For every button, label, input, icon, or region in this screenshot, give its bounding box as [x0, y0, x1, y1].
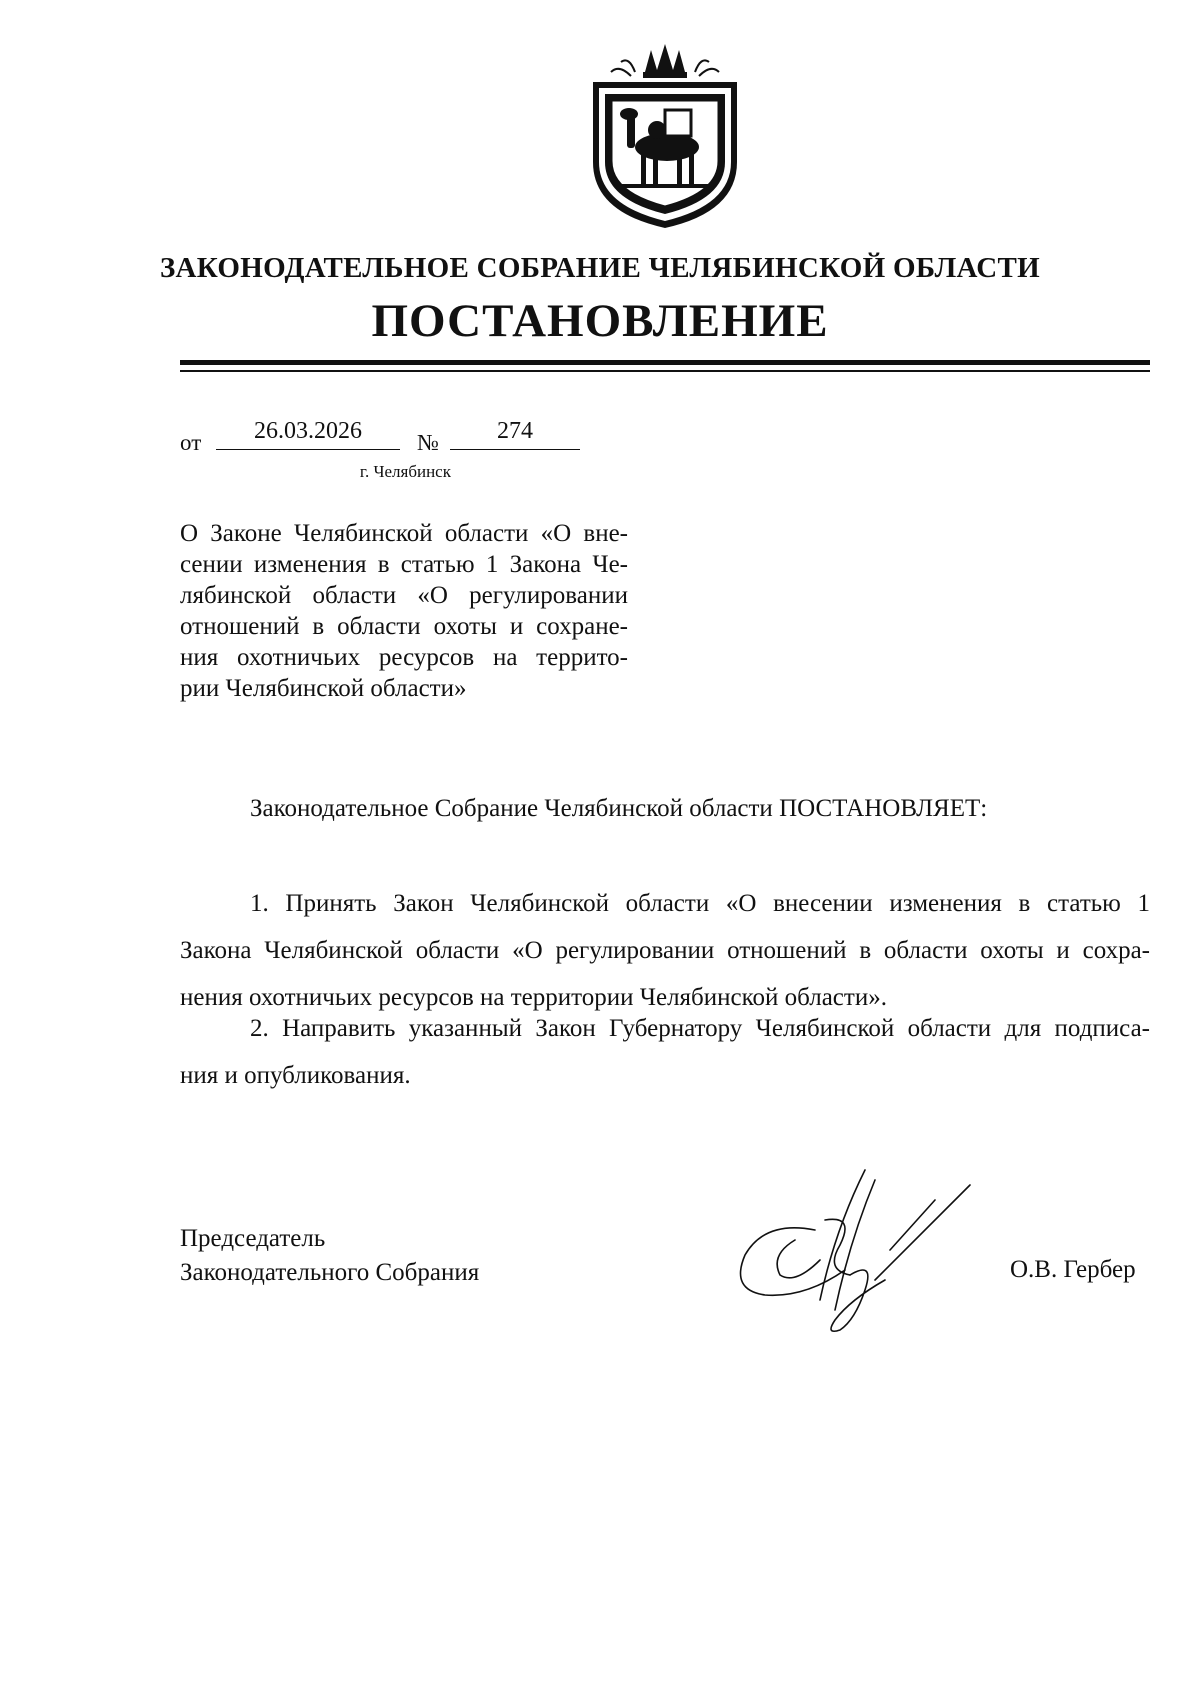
- subject-line: сении изменения в статью 1 Закона Че-: [180, 551, 628, 578]
- subject-line: лябинской области «О регулировании: [180, 582, 628, 609]
- document-date: 26.03.2026: [216, 418, 400, 450]
- handwritten-signature: [725, 1160, 985, 1350]
- signatory-name: О.В. Гербер: [1010, 1256, 1136, 1283]
- subject-line: отношений в области охоты и сохране-: [180, 613, 628, 640]
- document-subject: [180, 518, 628, 704]
- signatory-title-line: Председатель: [180, 1225, 326, 1252]
- header-rule-thin: [180, 370, 1150, 372]
- date-prefix: от: [180, 430, 202, 455]
- point-2-line: ния и опубликования.: [180, 1062, 411, 1089]
- subject-line: ния охотничьих ресурсов на террито-: [180, 644, 628, 671]
- header-rule-thick: [180, 360, 1150, 365]
- point-1-line: Закона Челябинской области «О регулировании отношений в области охоты и сохра-: [180, 937, 1150, 964]
- signatory-title-line: Законодательного Собрания: [180, 1259, 480, 1286]
- city-name: г. Челябинск: [359, 462, 451, 481]
- resolution-points: [180, 880, 1150, 1089]
- subject-line: О Законе Челябинской области «О вне-: [180, 520, 628, 547]
- point-1-line: нения охотничьих ресурсов на территории Челябинской области».: [180, 984, 887, 1011]
- preamble: Законодательное Собрание Челябинской области ПОСТАНОВЛЯЕТ:: [250, 795, 988, 822]
- point-1-line: 1. Принять Закон Челябинской области «О внесении изменения в статью 1: [250, 890, 1150, 917]
- subject-line: рии Челябинской области»: [180, 675, 467, 702]
- document-type-title: ПОСТАНОВЛЕНИЕ: [371, 295, 829, 347]
- document-number: 274: [450, 418, 580, 450]
- organization-name: ЗАКОНОДАТЕЛЬНОЕ СОБРАНИЕ ЧЕЛЯБИНСКОЙ ОБЛАСТИ: [159, 252, 1041, 284]
- point-2-line: 2. Направить указанный Закон Губернатору Челябинской области для подписа-: [250, 1015, 1150, 1042]
- number-sign: №: [417, 430, 439, 455]
- coat-of-arms-icon: [585, 42, 745, 232]
- signatory-title: [180, 1222, 479, 1290]
